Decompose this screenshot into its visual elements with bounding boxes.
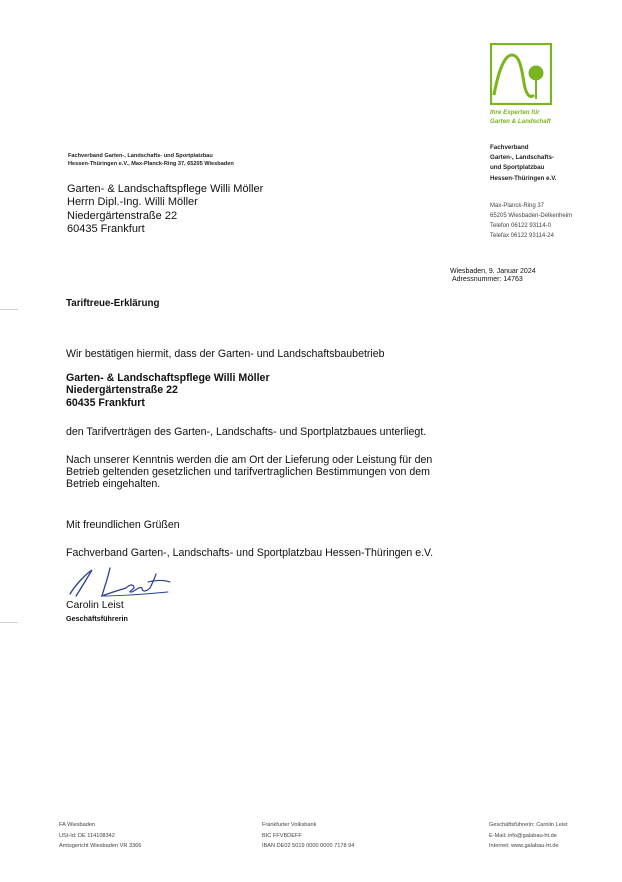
footer-line: Geschäftsführerin: Carolin Leist (489, 822, 568, 828)
recipient-line: Herrn Dipl.-Ing. Willi Möller (67, 196, 198, 209)
contact-line: 65205 Wiesbaden-Delkenheim (490, 213, 573, 219)
sender-line-text: Hessen-Thüringen e.V., Max-Planck-Ring 37, 65205 Wiesbaden (68, 160, 234, 167)
footer-line: USt-Id: DE 114108342 (59, 832, 115, 839)
org-line: Garten-, Landschafts- (490, 154, 554, 162)
org-line: Fachverband (490, 144, 529, 151)
compliance-line: Nach unserer Kenntnis werden die am Ort der Lieferung oder Leistung für den (66, 454, 433, 466)
recipient-address (67, 183, 263, 237)
company-address-line: Niedergärtenstraße 22 (66, 384, 178, 397)
letter-date: Wiesbaden, 9. Januar 2024 (450, 268, 536, 275)
paragraph-intro: Wir bestätigen hiermit, dass der Garten- und Landschaftsbaubetrieb (66, 348, 385, 360)
association-logo (490, 43, 552, 105)
footer-line: Frankfurter Volksbank (262, 822, 317, 828)
footer-line: BIC FFVBDEFF (262, 832, 302, 839)
fold-mark-bottom (0, 622, 18, 623)
company-address (66, 372, 270, 409)
org-line: und Sportplatzbau (490, 164, 545, 172)
company-address-line: Garten- & Landschaftspflege Willi Möller (66, 372, 270, 384)
footer-line: E-Mail: info@galabau-ht.de (489, 832, 557, 839)
paragraph-compliance (66, 454, 432, 491)
footer-line: Internet: www.galabau-ht.de (489, 843, 559, 850)
signer-role: Geschäftsführerin (66, 614, 128, 623)
footer-tax-info (59, 820, 141, 852)
footer-line: FA Wiesbaden (59, 822, 96, 828)
footer-line: Amtsgericht Wiesbaden VR 3366 (59, 843, 142, 850)
contact-line: Telefon 06122 93114-0 (490, 223, 551, 229)
sidebar-contact (490, 201, 572, 241)
letter-subject: Tariftreue-Erklärung (66, 298, 160, 309)
fold-mark-top (0, 309, 18, 310)
logo-tagline-line: Ihre Experten für (490, 109, 540, 116)
contact-line: Telefax 06122 93114-24 (490, 233, 554, 239)
sender-line-text: Fachverband Garten-, Landschafts- und Sportplatzbau (68, 153, 213, 159)
compliance-line: Betrieb geltenden gesetzlichen und tarifvertraglichen Bestimmungen von dem (66, 466, 430, 479)
logo-tagline (490, 108, 551, 126)
paragraph-tariff: den Tarifverträgen des Garten-, Landschafts- und Sportplatzbaues unterliegt. (66, 426, 427, 438)
logo-tagline-line: Garten & Landschaft (490, 118, 551, 125)
signer-name: Carolin Leist (66, 600, 124, 611)
address-number: Adressnummer: 14763 (452, 276, 523, 284)
compliance-line: Betrieb eingehalten. (66, 478, 161, 491)
sidebar-organization (490, 143, 556, 184)
org-line: Hessen-Thüringen e.V. (490, 174, 557, 182)
date-block (450, 268, 536, 285)
sender-line (68, 153, 234, 168)
recipient-line: 60435 Frankfurt (67, 223, 145, 236)
association-name: Fachverband Garten-, Landschafts- und Sportplatzbau Hessen-Thüringen e.V. (66, 547, 434, 559)
recipient-line: Garten- & Landschaftspflege Willi Möller (67, 183, 264, 195)
company-address-line: 60435 Frankfurt (66, 396, 145, 409)
contact-line: Max-Planck-Ring 37 (490, 203, 545, 209)
footer-contact-info (489, 820, 567, 852)
recipient-line: Niedergärtenstraße 22 (67, 209, 178, 222)
closing-greeting: Mit freundlichen Grüßen (66, 519, 180, 531)
footer-bank-info (262, 820, 354, 852)
footer-line: IBAN DE02 5019 0000 0000 7178 94 (262, 843, 355, 850)
